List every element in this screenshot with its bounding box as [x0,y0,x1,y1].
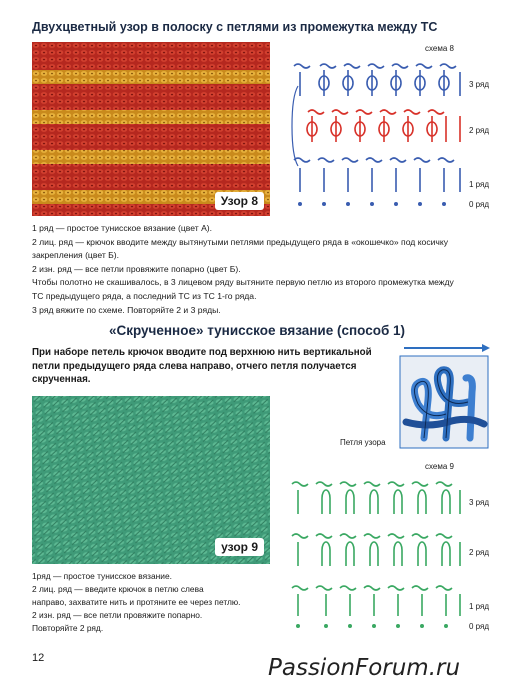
intro-line: При наборе петель крючок вводите под верхнюю нить вертикальной [32,347,372,358]
loop-caption: Петля узора [340,438,386,447]
scheme-8-row-1: 1 ряд [469,180,490,189]
instruction-line: 1 ряд — простое тунисское вязание (цвет А). [32,223,213,233]
section-2-instructions [32,570,240,635]
scheme-8-row-3: 3 ряд [469,80,490,89]
scheme-9-row-1: 1 ряд [469,602,490,611]
pattern-9-label: узор 9 [215,538,264,556]
instruction-line: направо, захватите нить и протяните ее через петлю. [32,597,241,607]
section-2-intro [32,346,392,387]
instruction-line: 3 ряд вяжите по схеме. Повторяйте 2 и 3 ряды. [32,304,221,315]
scheme-8-row-0: 0 ряд [469,200,490,209]
section-2-title: «Скрученное» тунисское вязание (способ 1) [108,323,406,338]
pattern-8-label: Узор 8 [215,192,264,210]
instruction-line: Чтобы полотно не скашивалось, в 3 лицевом ряду вытяните первую петлю из второго промежутка между [32,277,454,288]
instruction-line: ТС предыдущего ряда, а последний ТС из ТС 1-го ряда. [32,290,257,301]
scheme-8-label: схема 8 [425,44,454,53]
instruction-line: 2 изн. ряд — все петли провяжите попарно (цвет Б). [32,263,241,274]
section-1-instructions [32,222,454,317]
instruction-line: Повторяйте 2 ряд. [32,623,104,633]
loop-illustration [398,342,490,450]
scheme-9-diagram [288,474,468,634]
scheme-9-row-0: 0 ряд [469,622,490,631]
scheme-8-diagram [288,56,468,216]
pattern-9-photo [32,396,270,564]
instruction-line: 1ряд — простое тунисское вязание. [32,571,172,581]
instruction-line: 2 изн. ряд — все петли провяжите попарно. [32,610,203,620]
scheme-8-row-2: 2 ряд [469,126,490,135]
scheme-9-row-2: 2 ряд [469,548,490,557]
scheme-9-row-3: 3 ряд [469,498,490,507]
instruction-line: 2 лиц. ряд — введите крючок в петлю слева [32,584,204,594]
page-number: 12 [32,652,45,664]
pattern-8-photo [32,42,270,216]
section-1-title: Двухцветный узор в полоску с петлями из промежутка между ТС [32,20,438,34]
instruction-line: 2 лиц. ряд — крючок вводите между вытянутыми петлями предыдущего ряда в «окошечко» под косичку [32,236,449,247]
instruction-line: закрепления (цвет Б). [32,250,120,261]
intro-line: скрученная. [32,374,91,386]
intro-line: петли предыдущего ряда слева направо, отчего петля получается [32,360,357,372]
watermark: PassionForum.ru [268,655,461,681]
scheme-9-label: схема 9 [425,462,454,471]
